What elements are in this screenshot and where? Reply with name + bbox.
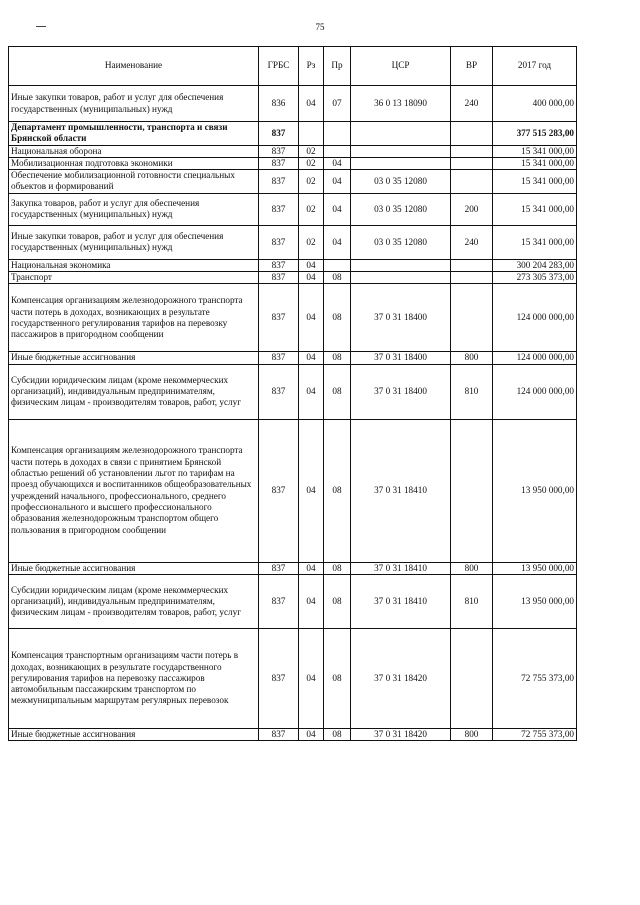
row-pr: 04: [324, 193, 351, 225]
row-vr: 240: [451, 225, 493, 259]
row-vr: [451, 157, 493, 169]
row-grbs: 837: [259, 157, 299, 169]
row-csr: 37 0 31 18400: [351, 352, 451, 364]
row-pr: 07: [324, 86, 351, 122]
row-csr: 03 0 35 12080: [351, 193, 451, 225]
row-vr: 800: [451, 562, 493, 574]
row-grbs: 837: [259, 728, 299, 740]
row-rz: 04: [299, 628, 324, 728]
row-pr: 08: [324, 352, 351, 364]
row-amount: 13 950 000,00: [493, 419, 577, 562]
row-rz: 04: [299, 272, 324, 284]
row-name: Мобилизационная подготовка экономики: [9, 157, 259, 169]
row-name: Иные закупки товаров, работ и услуг для обеспечения государственных (муниципальных) нужд: [9, 225, 259, 259]
row-name: Компенсация организациям железнодорожного транспорта части потерь в доходах в связи с принятием Брянской областью решений об установлении льгот по тарифам на проезд обучающихся и воспитанников общеобразовательных учреждений начального, профессионального, среднего профессионального и высшего профессионального образования железнодорожным транспортом общего пользования в пригородном сообщении: [9, 419, 259, 562]
row-csr: [351, 157, 451, 169]
row-grbs: 837: [259, 193, 299, 225]
table-row: [9, 364, 577, 419]
row-name: Субсидии юридическим лицам (кроме некоммерческих организаций), индивидуальным предпринимателям, физическим лицам - производителям товаров, работ, услуг: [9, 574, 259, 628]
header-csr: ЦСР: [351, 47, 451, 86]
row-name: Компенсация транспортным организациям части потерь в доходах, возникающих в результате государственного регулирования тарифов на перевозку пассажиров автомобильным пассажирским транспортом по межмуниципальным маршрутам регулярных перевозок: [9, 628, 259, 728]
row-grbs: 837: [259, 562, 299, 574]
row-name: Национальная оборона: [9, 145, 259, 157]
row-name: Закупка товаров, работ и услуг для обеспечения государственных (муниципальных) нужд: [9, 193, 259, 225]
row-grbs: 837: [259, 259, 299, 271]
row-vr: [451, 122, 493, 146]
header-vr: ВР: [451, 47, 493, 86]
row-pr: 04: [324, 170, 351, 194]
row-amount: 400 000,00: [493, 86, 577, 122]
row-csr: [351, 272, 451, 284]
row-pr: 08: [324, 419, 351, 562]
row-pr: 08: [324, 284, 351, 352]
row-vr: 800: [451, 352, 493, 364]
row-grbs: 837: [259, 284, 299, 352]
row-grbs: 837: [259, 225, 299, 259]
row-pr: 08: [324, 562, 351, 574]
row-rz: 02: [299, 225, 324, 259]
row-name: Транспорт: [9, 272, 259, 284]
row-rz: 02: [299, 170, 324, 194]
row-csr: 37 0 31 18400: [351, 364, 451, 419]
row-amount: 300 204 283,00: [493, 259, 577, 271]
row-pr: 08: [324, 364, 351, 419]
row-pr: 08: [324, 272, 351, 284]
row-rz: 04: [299, 728, 324, 740]
row-pr: 04: [324, 225, 351, 259]
row-grbs: 837: [259, 628, 299, 728]
row-csr: [351, 259, 451, 271]
row-grbs: 837: [259, 122, 299, 146]
row-name: Национальная экономика: [9, 259, 259, 271]
row-grbs: 836: [259, 86, 299, 122]
row-pr: [324, 122, 351, 146]
row-name: Компенсация организациям железнодорожного транспорта части потерь в доходах, возникающих в результате государственного регулирования тарифов на перевозку пассажиров в пригородном сообщении: [9, 284, 259, 352]
row-pr: 08: [324, 728, 351, 740]
row-vr: [451, 259, 493, 271]
table-row: [9, 574, 577, 628]
row-amount: 13 950 000,00: [493, 562, 577, 574]
table-row: [9, 122, 577, 146]
row-rz: 04: [299, 419, 324, 562]
row-amount: 15 341 000,00: [493, 157, 577, 169]
row-csr: 37 0 31 18400: [351, 284, 451, 352]
row-csr: 37 0 31 18420: [351, 728, 451, 740]
row-amount: 15 341 000,00: [493, 170, 577, 194]
row-rz: 04: [299, 574, 324, 628]
row-vr: [451, 145, 493, 157]
row-rz: 04: [299, 259, 324, 271]
page-number: 75: [315, 22, 325, 32]
table-row: [9, 728, 577, 740]
row-vr: [451, 628, 493, 728]
row-rz: [299, 122, 324, 146]
row-amount: 13 950 000,00: [493, 574, 577, 628]
table-row: [9, 193, 577, 225]
table-row: [9, 284, 577, 352]
row-csr: 37 0 31 18420: [351, 628, 451, 728]
table-row: [9, 145, 577, 157]
row-vr: 240: [451, 86, 493, 122]
row-csr: [351, 145, 451, 157]
table-row: [9, 225, 577, 259]
budget-table: [8, 46, 577, 741]
row-pr: [324, 259, 351, 271]
row-vr: 810: [451, 364, 493, 419]
row-pr: 04: [324, 157, 351, 169]
row-name: Субсидии юридическим лицам (кроме некоммерческих организаций), индивидуальным предпринимателям, физическим лицам - производителям товаров, работ, услуг: [9, 364, 259, 419]
row-grbs: 837: [259, 352, 299, 364]
row-grbs: 837: [259, 170, 299, 194]
row-rz: 04: [299, 352, 324, 364]
row-name: Иные закупки товаров, работ и услуг для обеспечения государственных (муниципальных) нужд: [9, 86, 259, 122]
table-row: [9, 170, 577, 194]
row-vr: 810: [451, 574, 493, 628]
row-grbs: 837: [259, 364, 299, 419]
row-vr: 200: [451, 193, 493, 225]
row-amount: 15 341 000,00: [493, 193, 577, 225]
row-rz: 02: [299, 145, 324, 157]
row-rz: 04: [299, 562, 324, 574]
row-csr: 37 0 31 18410: [351, 562, 451, 574]
row-amount: 377 515 283,00: [493, 122, 577, 146]
row-name: Иные бюджетные ассигнования: [9, 562, 259, 574]
row-name: Иные бюджетные ассигнования: [9, 352, 259, 364]
header-year: 2017 год: [493, 47, 577, 86]
row-name: Обеспечение мобилизационной готовности специальных объектов и формирований: [9, 170, 259, 194]
row-grbs: 837: [259, 272, 299, 284]
row-amount: 124 000 000,00: [493, 364, 577, 419]
row-name: Иные бюджетные ассигнования: [9, 728, 259, 740]
header-name: Наименование: [9, 47, 259, 86]
row-pr: 08: [324, 574, 351, 628]
row-rz: 02: [299, 193, 324, 225]
table-row: [9, 562, 577, 574]
row-amount: 72 755 373,00: [493, 628, 577, 728]
row-amount: 124 000 000,00: [493, 284, 577, 352]
table-header-row: [9, 47, 577, 86]
row-vr: [451, 419, 493, 562]
row-grbs: 837: [259, 419, 299, 562]
row-rz: 04: [299, 284, 324, 352]
row-vr: [451, 170, 493, 194]
row-csr: 36 0 13 18090: [351, 86, 451, 122]
table-row: [9, 272, 577, 284]
row-rz: 04: [299, 364, 324, 419]
table-row: [9, 157, 577, 169]
row-amount: 15 341 000,00: [493, 225, 577, 259]
header-rz: Рз: [299, 47, 324, 86]
row-csr: [351, 122, 451, 146]
row-name: Департамент промышленности, транспорта и связи Брянской области: [9, 122, 259, 146]
row-amount: 15 341 000,00: [493, 145, 577, 157]
table-row: [9, 86, 577, 122]
row-csr: 03 0 35 12080: [351, 225, 451, 259]
row-vr: [451, 284, 493, 352]
row-csr: 03 0 35 12080: [351, 170, 451, 194]
row-vr: [451, 272, 493, 284]
row-amount: 124 000 000,00: [493, 352, 577, 364]
row-pr: 08: [324, 628, 351, 728]
row-amount: 72 755 373,00: [493, 728, 577, 740]
header-grbs: ГРБС: [259, 47, 299, 86]
row-vr: 800: [451, 728, 493, 740]
header-pr: Пр: [324, 47, 351, 86]
row-rz: 04: [299, 86, 324, 122]
table-row: [9, 352, 577, 364]
table-row: [9, 419, 577, 562]
row-csr: 37 0 31 18410: [351, 419, 451, 562]
row-rz: 02: [299, 157, 324, 169]
row-amount: 273 305 373,00: [493, 272, 577, 284]
row-pr: [324, 145, 351, 157]
table-row: [9, 628, 577, 728]
table-row: [9, 259, 577, 271]
row-csr: 37 0 31 18410: [351, 574, 451, 628]
row-grbs: 837: [259, 145, 299, 157]
row-grbs: 837: [259, 574, 299, 628]
